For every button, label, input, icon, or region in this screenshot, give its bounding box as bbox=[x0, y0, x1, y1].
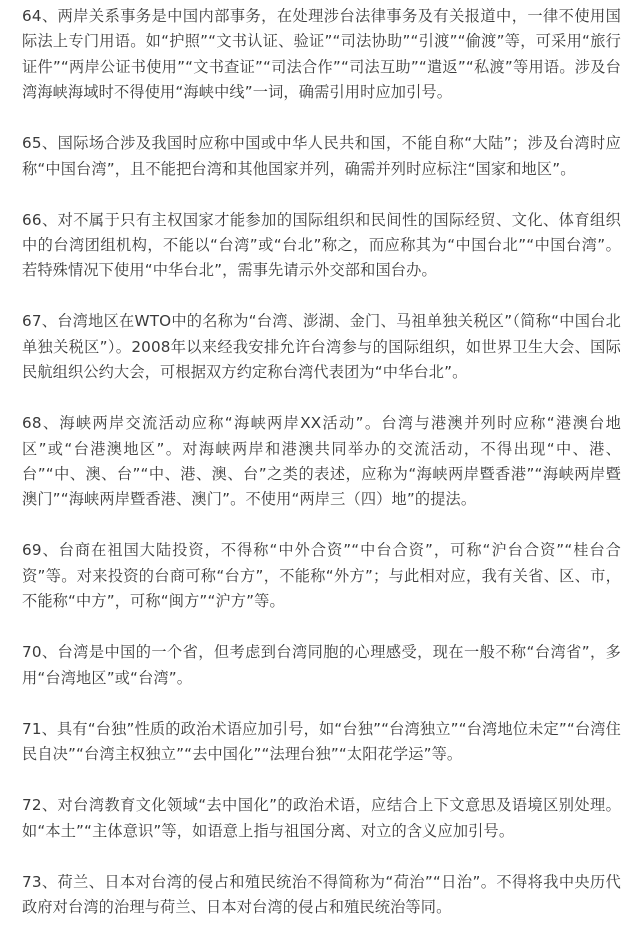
paragraph-64: 64、两岸关系事务是中国内部事务，在处理涉台法律事务及有关报道中，一律不使用国际法上专门用语。如“护照”“文书认证、验证”“司法协助”“引渡”“偷渡”等，可采用“旅行证件”“两岸公证书使用”“文书查证”“司法合作”“司法互助”“遣返”“私渡”等用语。涉及台湾海峡海域时不得使用“海峡中线”一词，确需引用时应加引号。 bbox=[22, 7, 621, 102]
paragraph-70: 70、台湾是中国的一个省，但考虑到台湾同胞的心理感受，现在一般不称“台湾省”，多用“台湾地区”或“台湾”。 bbox=[22, 643, 621, 687]
paragraph-67: 67、台湾地区在WTO中的名称为“台湾、澎湖、金门、马祖单独关税区”（简称“中国台北单独关税区”）。2008年以来经我安排允许台湾参与的国际组织，如世界卫生大会、国际民航组织公约大会，可根据双方约定称台湾代表团为“中华台北”。 bbox=[22, 312, 621, 382]
paragraph-68: 68、海峡两岸交流活动应称“海峡两岸XX活动”。台湾与港澳并列时应称“港澳台地区”或“台港澳地区”。对海峡两岸和港澳共同举办的交流活动，不得出现“中、港、台”“中、澳、台”“中、港、澳、台”之类的表述，应称为“海峡两岸暨香港”“海峡两岸暨澳门”“海峡两岸暨香港、澳门”。不使用“两岸三（四）地”的提法。 bbox=[22, 414, 621, 509]
paragraph-72: 72、对台湾教育文化领域“去中国化”的政治术语，应结合上下文意思及语境区别处理。如“本土”“主体意识”等，如语意上指与祖国分离、对立的含义应加引号。 bbox=[22, 796, 621, 840]
paragraph-65: 65、国际场合涉及我国时应称中国或中华人民共和国，不能自称“大陆”；涉及台湾时应称“中国台湾”，且不能把台湾和其他国家并列，确需并列时应标注“国家和地区”。 bbox=[22, 134, 621, 178]
paragraph-71: 71、具有“台独”性质的政治术语应加引号，如“台独”“台湾独立”“台湾地位未定”“台湾住民自决”“台湾主权独立”“去中国化”“法理台独”“太阳花学运”等。 bbox=[22, 719, 621, 764]
paragraph-66: 66、对不属于只有主权国家才能参加的国际组织和民间性的国际经贸、文化、体育组织中的台湾团组机构，不能以“台湾”或“台北”称之，而应称其为“中国台北”“中国台湾”。若特殊情况下使用“中华台北”，需事先请示外交部和国台办。 bbox=[22, 210, 621, 280]
paragraph-69: 69、台商在祖国大陆投资，不得称“中外合资”“中台合资”，可称“沪台合资”“桂台合资”等。对来投资的台商可称“台方”，不能称“外方”；与此相对应，我有关省、区、市，不能称“中方”，可称“闽方”“沪方”等。 bbox=[22, 541, 621, 611]
paragraph-73: 73、荷兰、日本对台湾的侵占和殖民统治不得简称为“荷治”“日治”。不得将我中央历代政府对台湾的治理与荷兰、日本对台湾的侵占和殖民统治等同。 bbox=[22, 872, 621, 916]
